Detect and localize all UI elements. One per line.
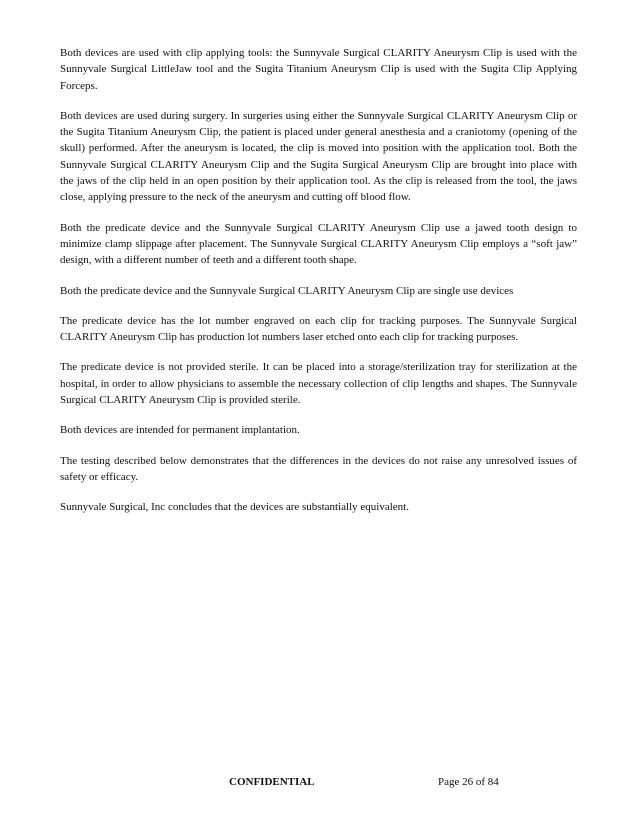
paragraph-jaw-design: Both the predicate device and the Sunnyvale Surgical CLARITY Aneurysm Clip use a jawed tooth design to minimize clamp slippage after placement. The Sunnyvale Surgical CLARITY Aneurysm Clip employs a “soft jaw” design, with a different number of teeth and a different tooth shape. xyxy=(60,221,577,267)
page-footer xyxy=(0,774,638,790)
paragraph-conclusion: Sunnyvale Surgical, Inc concludes that the devices are substantially equivalent. xyxy=(60,501,409,514)
page-number: Page 26 of 84 xyxy=(438,776,499,788)
paragraph-clip-applying-tools: Both devices are used with clip applying tools: the Sunnyvale Surgical CLARITY Aneurysm Clip is used with the Sunnyvale Surgical LittleJaw tool and the Sugita Titanium Aneurysm Clip is used with the Sugita Clip Applying Forceps. xyxy=(60,47,577,92)
confidential-label: CONFIDENTIAL xyxy=(229,776,315,788)
paragraph-implantation: Both devices are intended for permanent implantation. xyxy=(60,424,300,437)
document-body xyxy=(60,45,577,530)
paragraph-sterility: The predicate device is not provided sterile. It can be placed into a storage/sterilization tray for sterilization at the hospital, in order to allow physicians to assemble the necessary collection of clip lengths and shapes. The Sunnyvale Surgical CLARITY Aneurysm Clip is provided sterile. xyxy=(60,361,577,407)
paragraph-testing: The testing described below demonstrates that the differences in the devices do not raise any unresolved issues of safety or efficacy. xyxy=(60,454,577,483)
paragraph-single-use: Both the predicate device and the Sunnyvale Surgical CLARITY Aneurysm Clip are single use devices xyxy=(60,284,514,297)
paragraph-lot-numbers: The predicate device has the lot number engraved on each clip for tracking purposes. The Sunnyvale Surgical CLARITY Aneurysm Clip has production lot numbers laser etched onto each clip for tracking purposes. xyxy=(60,314,577,344)
paragraph-surgical-use: Both devices are used during surgery. In surgeries using either the Sunnyvale Surgical CLARITY Aneurysm Clip or the Sugita Titanium Aneurysm Clip, the patient is placed under general anesthesia and a craniotomy (opening of the skull) performed. After the aneurysm is located, the clip is moved into position with the application tool. Both the Sunnyvale Surgical CLARITY Aneurysm Clip and the Sugita Surgical Aneurysm Clip are brought into place with the jaws of the clip held in an open position by their application tool. As the clip is released from the tool, the jaws close, applying pressure to the neck of the aneurysm and cutting off blood flow. xyxy=(60,109,577,204)
